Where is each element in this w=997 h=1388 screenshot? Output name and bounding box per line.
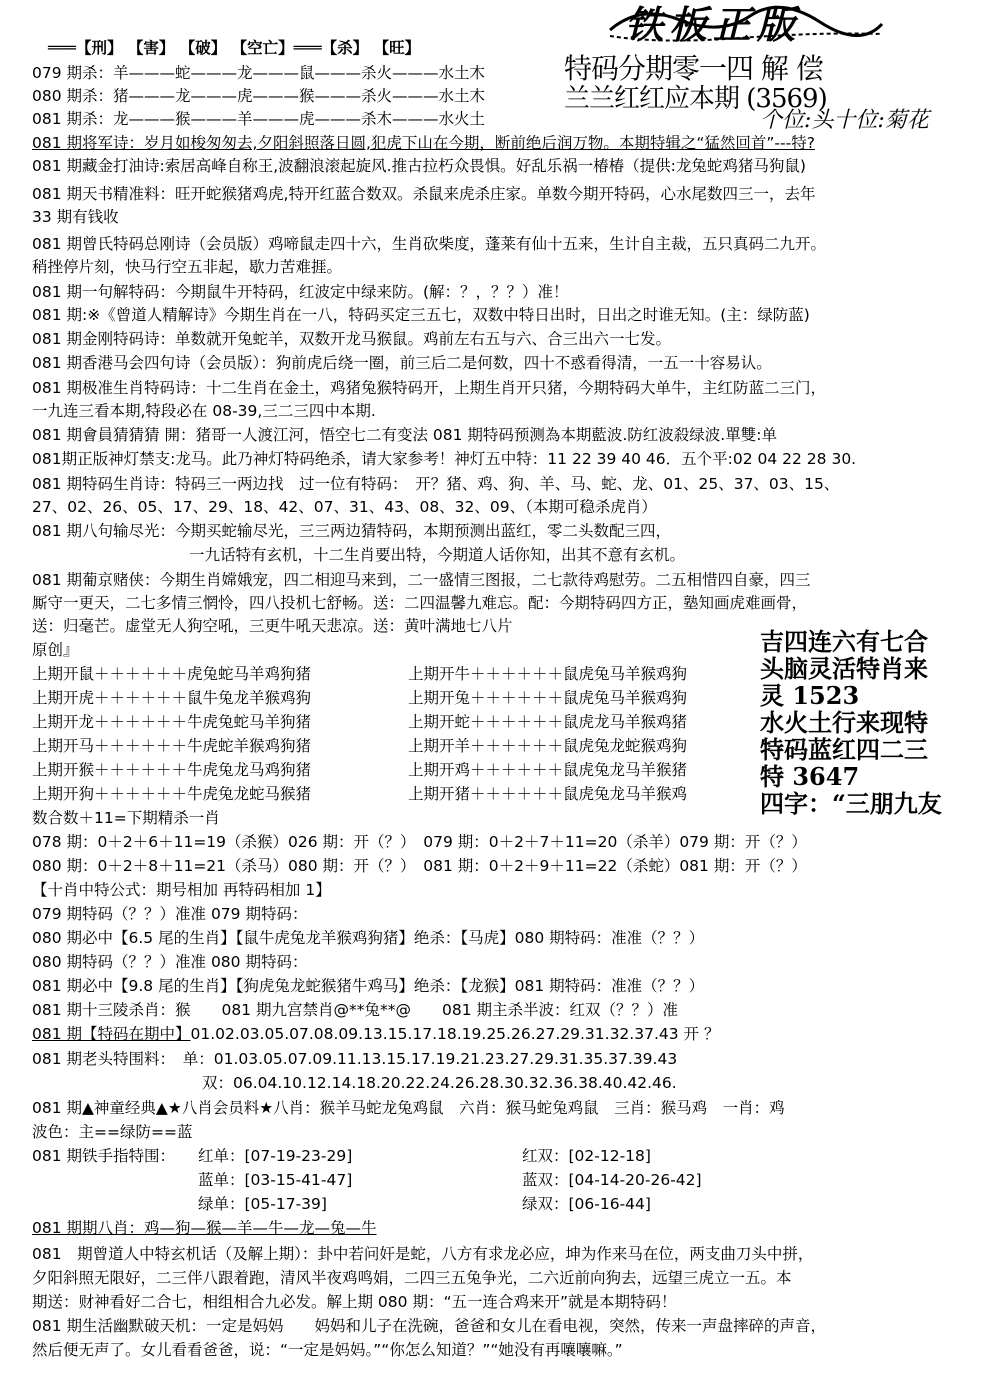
tiefinger-red-single: 红单：[07-19-23-29]	[198, 1147, 353, 1165]
banner-title: 铁板正版	[625, 2, 802, 47]
tiefinger-label: 081 期铁手指特围：	[32, 1147, 176, 1165]
poem-line-7: 四字：“三朋九友	[760, 789, 942, 818]
pair-right-5: 上期开鸡＋＋＋＋＋＋鼠虎兔龙马羊猴猪	[408, 761, 688, 779]
tiefinger-blue-single: 蓝单：[03-15-41-47]	[198, 1171, 353, 1189]
formula-080-must: 080 期必中【6.5 尾的生肖】【鼠牛虎兔龙羊猴鸡狗猪】绝杀：【马虎】080 期特码：准准（？？）	[32, 929, 705, 947]
pair-right-4: 上期开羊＋＋＋＋＋＋鼠虎兔龙蛇猴鸡狗	[408, 737, 688, 755]
kill-row-081: 081 期杀：龙———猴———羊———虎———杀木———水火土	[32, 110, 486, 128]
poem-line-6: 特 3647	[760, 762, 860, 791]
para-jizhun: 081 期极准生肖特码诗：十二生肖在金土，鸡猪兔猴特码开，上期生肖开只猪，今期特码大单牛，主红防蓝二三门，	[32, 379, 827, 397]
para-zeng-poem-cont: 稍挫停片刻，快马行空五非起，歇力苦难捱。	[32, 258, 343, 276]
para-shengxiao-poem: 081 期特码生肖诗：特码三一两边找 过一位有特码： 开？猪、鸡、狗、羊、马、蛇、龙、01、25、37、03、15、	[32, 475, 840, 493]
eight-row: 081 期期八肖：鸡—狗—猴—羊—牛—龙—兔—牛	[32, 1219, 377, 1237]
formula-row-078: 078 期：0＋2＋6＋11=19（杀猴）026 期：开（？） 079 期：0＋2＋7＋11=20（杀羊）079 期：开（？）	[32, 833, 807, 851]
pair-left-4: 上期开马＋＋＋＋＋＋牛虎蛇羊猴鸡狗猪	[32, 737, 312, 755]
pair-left-1: 上期开鼠＋＋＋＋＋＋虎兔蛇马羊鸡狗猪	[32, 665, 312, 683]
range-row	[32, 1024, 719, 1044]
formula-079-code: 079 期特码（？？）准准 079 期特码：	[32, 905, 308, 923]
para-one-line: 081 期一句解特码：今期鼠牛开特码，红波定中绿来防。(解：？，？？）准！	[32, 283, 569, 301]
poem-line-3: 灵 1523	[760, 681, 860, 710]
right-block-line1: 特码分期零一四 解 偿	[564, 52, 823, 85]
bose-row: 波色：主==绿防==蓝	[32, 1123, 193, 1141]
para-macau-cont1: 厮守一更天，二七多情三惘怜，四八投机七舒畅。送：二四温馨九难忘。配：今期特码四方正，塾知画虎难画骨，	[32, 594, 808, 612]
right-block-line3: 个位:头十位:菊花	[760, 108, 929, 133]
pair-left-3: 上期开龙＋＋＋＋＋＋牛虎兔蛇马羊狗猪	[32, 713, 312, 731]
para-member-guess: 081 期會員猜猜猜 開：猪哥一人渡江河，悟空七二有变法 081 期特码预测為本期藍波.防红波殺绿波.單雙:单	[32, 426, 777, 444]
formula-ten-header: 【十肖中特公式：期号相加 再特码相加 1】	[32, 881, 331, 899]
pair-left-6: 上期开狗＋＋＋＋＋＋牛虎兔龙蛇马猴猪	[32, 785, 312, 803]
head-range-single: 081 期老头特围料： 单：01.03.05.07.09.11.13.15.17.19.21.23.27.29.31.35.37.39.43	[32, 1050, 678, 1068]
para-original: 原创』	[32, 641, 79, 659]
para-gold-poem: 081 期藏金打油诗:索居高峰自称王,波翻浪滚起旋风.推古拉朽众畏惧。好乱乐祸一椿椿（提供:龙兔蛇鸡猪马狗鼠)	[32, 157, 806, 175]
para-eight-lines-cont: 一九话特有玄机，十二生肖要出特，今期道人话你知，出其不意有玄机。	[189, 546, 686, 564]
pair-right-1: 上期开牛＋＋＋＋＋＋鼠虎兔马羊猴鸡狗	[408, 665, 688, 683]
head-range-double: 双：06.04.10.12.14.18.20.22.24.26.28.30.32.36.38.40.42.46.	[202, 1074, 677, 1092]
para-zeng-jingjie: 081 期:※《曾道人精解诗》今期生肖在一八，特码买定三五七，双数中特日出时，日出之时谁无知。(主：绿防蓝)	[32, 306, 810, 324]
para-jizhun-cont: 一九连三看本期,特段必在 08-39,三二三四中本期.	[32, 402, 376, 420]
tail-line-2: 夕阳斜照无限好，二三伴八跟着跑，清风半夜鸡鸣娟，二四三五兔争光，二六近前向狗去，远望三虎立一五。本	[32, 1269, 792, 1287]
range-values: 01.02.03.05.07.08.09.13.15.17.18.19.25.26.27.29.31.32.37.43 开 ？	[190, 1025, 720, 1043]
pair-left-5: 上期开猴＋＋＋＋＋＋牛虎兔龙马鸡狗猪	[32, 761, 312, 779]
para-zeng-poem: 081 期曾氏特码总刚诗（会员版）鸡啼鼠走四十六，生肖砍柴度，蓬莱有仙十五来，生计自主裁，五只真码二九开。	[32, 235, 827, 253]
para-jingang: 081 期金刚特码诗：单数就开兔蛇羊，双数开龙马猴鼠。鸡前左右五与六、合三出六一七发。	[32, 330, 672, 348]
pair-right-6: 上期开猪＋＋＋＋＋＋鼠虎兔龙马羊猴鸡	[408, 785, 688, 803]
poem-line-4: 水火土行来现特	[760, 708, 928, 737]
right-block-line2: 兰兰红红应本期 (3569)	[564, 84, 827, 114]
tiefinger-red-double: 红双：[02-12-18]	[522, 1147, 651, 1165]
tiefinger-green-single: 绿单：[05-17-39]	[198, 1195, 327, 1213]
tail-line-1: 081 期曾道人中特玄机话（及解上期）：卦中若问奸是蛇，八方有求龙必应，坤为作来马在位，两支曲刀头中拼，	[32, 1245, 814, 1263]
tail-line-5: 然后便无声了。女儿看看爸爸，说：“一定是妈妈。”“你怎么知道？”“她没有再嚷嚷嘛。”	[32, 1341, 623, 1359]
poem-line-2: 头脑灵活特肖来	[760, 654, 928, 683]
tiefinger-green-double: 绿双：[06-16-44]	[522, 1195, 651, 1213]
tail-line-3: 期送：财神看好二合七，相组相合九必发。解上期 080 期：“五一连合鸡来开”就是本期特码！	[32, 1293, 677, 1311]
tail-line-4: 081 期生活幽默破天机：一定是妈妈 妈妈和儿子在洗碗，爸爸和女儿在看电视，突然，传来一声盘摔碎的声音，	[32, 1317, 827, 1335]
range-label: 081 期【特码在期中】	[32, 1025, 191, 1043]
pair-right-2: 上期开兔＋＋＋＋＋＋鼠虎兔马羊猴鸡狗	[408, 689, 688, 707]
para-tianshu-cont: 33 期有钱收	[32, 208, 119, 226]
para-tianshu: 081 期天书精准料：旺开蛇猴猪鸡虎,特开红蓝合数双。杀鼠来虎杀庄家。单数今期开特码，心水尾数四三一，去年	[32, 185, 816, 203]
formula-row-080: 080 期：0＋2＋8＋11=21（杀马）080 期：开（？） 081 期：0＋2＋9＋11=22（杀蛇）081 期：开（？）	[32, 857, 807, 875]
para-macau-cont2: 送：归毫芒。虚堂无人狗空吼，三更牛吼天悲凉。送：黄叶满地七八片	[32, 617, 513, 635]
tiefinger-blue-double: 蓝双：[04-14-20-26-42]	[522, 1171, 702, 1189]
kill-row-080: 080 期杀：猪———龙———虎———猴———杀火———水土木	[32, 87, 486, 105]
header-row: ═══【刑】 【害】 【破】 【空亡】═══【杀】 【旺】	[48, 39, 421, 57]
para-macau: 081 期葡京赌侠：今期生肖嫦娥宠，四二相迎马来到，二一盛情三图报，二七款待鸡慰劳。二五相惜四自豪，四三	[32, 571, 811, 589]
poem-line-5: 特码蓝红四二三	[760, 735, 928, 764]
pair-right-3: 上期开蛇＋＋＋＋＋＋鼠虎龙马羊猴鸡猪	[408, 713, 688, 731]
para-lamp: 081期正版神灯禁支:龙马。此乃神灯特码绝杀，请大家参考！神灯五中特：11 22 39 40 46．五个平:02 04 22 28 30.	[32, 450, 857, 468]
shentong-row: 081 期▲神童经典▲★八肖会员料★八肖：猴羊马蛇龙兔鸡鼠 六肖：猴马蛇兔鸡鼠 三肖：猴马鸡 一肖：鸡	[32, 1099, 785, 1117]
poem-line-1: 吉四连六有七合	[760, 627, 928, 656]
formula-080-code: 080 期特码（？？）准准 080 期特码：	[32, 953, 308, 971]
kill-row-079: 079 期杀：羊———蛇———龙———鼠———杀火———水土木	[32, 64, 486, 82]
pair-left-2: 上期开虎＋＋＋＋＋＋鼠牛兔龙羊猴鸡狗	[32, 689, 312, 707]
para-shengxiao-numbers: 27、02、26、05、17、29、18、42、07、31、43、08、32、09、（本期可稳杀虎肖）	[32, 498, 657, 516]
para-eight-lines: 081 期八句输尽光：今期买蛇输尽光，三三两边猜特码，本期预测出蓝红，零二头数配三四，	[32, 522, 672, 540]
formula-081-kill: 081 期十三陵杀肖：猴 081 期九宫禁肖@**兔**@ 081 期主杀半波：红双（？？）准	[32, 1001, 679, 1019]
para-hk-poem: 081 期香港马会四句诗（会员版）：狗前虎后绕一圈，前三后二是何数，四十不惑看得清，一五一十容易认。	[32, 354, 772, 372]
para-general-poem: 081 期将军诗：岁月如梭匆匆去,夕阳斜照落日圆,犯虎下山在今期，断前绝后润万物。本期特辑之“猛然回首”---特?	[32, 134, 815, 152]
formula-title: 数合数＋11=下期精杀一肖	[32, 809, 220, 827]
formula-081-must: 081 期必中【9.8 尾的生肖】【狗虎兔龙蛇猴猪牛鸡马】绝杀：【龙猴】081 期特码：准准（？？）	[32, 977, 705, 995]
